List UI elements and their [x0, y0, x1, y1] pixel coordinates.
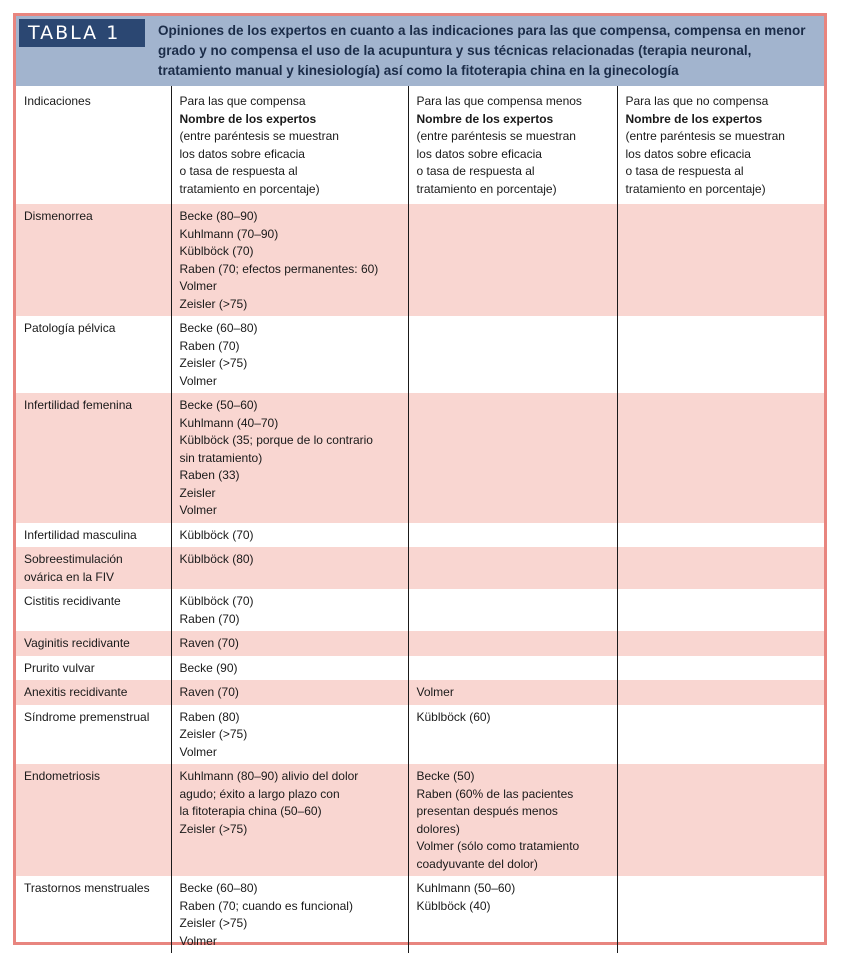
table-row — [16, 656, 824, 681]
cell-line: Endometriosis — [24, 769, 101, 783]
no-compensa-cell — [617, 631, 824, 656]
no-compensa-cell — [617, 656, 824, 681]
column-note: tratamiento en porcentaje) — [179, 181, 320, 196]
column-note: los datos sobre eficacia — [179, 146, 305, 161]
cell-line: Kuhlmann (50–60) — [416, 881, 516, 895]
no-compensa-cell — [617, 316, 824, 393]
cell-line: Síndrome premenstrual — [24, 709, 150, 724]
cell-line: Volmer — [179, 279, 217, 293]
cell-line: Raben (80) — [179, 709, 240, 724]
cell-line: Sobreestimulación — [24, 552, 123, 566]
column-header-compensa — [171, 86, 408, 204]
cell-line: ovárica en la FIV — [24, 569, 115, 584]
column-title: Para las que compensa — [179, 94, 306, 108]
compensa-menos-cell — [408, 876, 617, 953]
column-note: (entre paréntesis se muestran — [416, 129, 576, 143]
indication-cell — [16, 316, 171, 393]
data-table — [16, 86, 824, 953]
cell-line: Volmer — [416, 685, 454, 699]
compensa-menos-cell — [408, 523, 617, 548]
no-compensa-cell — [617, 547, 824, 589]
cell-line: Becke (50–60) — [179, 398, 258, 412]
indication-cell — [16, 547, 171, 589]
cell-line: Küblböck (35; porque de lo contrario — [179, 433, 373, 447]
table-row — [16, 204, 824, 316]
cell-line: Becke (60–80) — [179, 881, 258, 895]
table-row — [16, 393, 824, 523]
indication-cell — [16, 705, 171, 765]
cell-line: Küblböck (60) — [416, 709, 491, 724]
no-compensa-cell — [617, 876, 824, 953]
cell-line: Infertilidad masculina — [24, 527, 137, 542]
column-note: o tasa de respuesta al — [625, 164, 744, 178]
cell-line: Küblböck (70) — [179, 527, 254, 542]
no-compensa-cell — [617, 523, 824, 548]
column-title: Para las que no compensa — [625, 94, 769, 108]
compensa-menos-cell — [408, 631, 617, 656]
cell-line: Volmer — [179, 744, 217, 759]
compensa-menos-cell — [408, 680, 617, 705]
compensa-cell — [171, 316, 408, 393]
no-compensa-cell — [617, 204, 824, 316]
cell-line: Kuhlmann (80–90) alivio del dolor — [179, 769, 359, 783]
cell-line: Raben (70) — [179, 611, 240, 626]
table-title: Opiniones de los expertos en cuanto a las indicaciones para las que compensa, compensa en menor grado y no compensa el uso de la acupuntura y sus técnicas relacionadas (terapia neuronal, tratamiento manual y kinesiología) así como la fitoterapia china en la ginecología — [158, 23, 806, 78]
cell-line: Zeisler — [179, 485, 216, 500]
cell-line: Becke (50) — [416, 769, 475, 783]
table-body — [16, 86, 824, 953]
cell-line: Küblböck (70) — [179, 244, 254, 258]
cell-line: Kuhlmann (40–70) — [179, 415, 279, 430]
cell-line: sin tratamiento) — [179, 450, 263, 465]
indication-cell — [16, 680, 171, 705]
column-note: (entre paréntesis se muestran — [179, 129, 339, 143]
cell-line: la fitoterapia china (50–60) — [179, 804, 322, 818]
cell-line: Volmer (sólo como tratamiento — [416, 839, 580, 853]
compensa-cell — [171, 876, 408, 953]
cell-line: Raven (70) — [179, 685, 239, 699]
column-header-row — [16, 86, 824, 204]
cell-line: Küblböck (40) — [416, 898, 491, 913]
cell-line: Becke (60–80) — [179, 321, 258, 335]
compensa-cell — [171, 393, 408, 523]
compensa-menos-cell — [408, 764, 617, 876]
compensa-menos-cell — [408, 656, 617, 681]
column-note: los datos sobre eficacia — [416, 146, 542, 161]
cell-line: presentan después menos — [416, 804, 558, 818]
indication-cell — [16, 876, 171, 953]
compensa-cell — [171, 764, 408, 876]
no-compensa-cell — [617, 680, 824, 705]
no-compensa-cell — [617, 705, 824, 765]
column-subtitle: Nombre de los expertos — [416, 111, 554, 126]
cell-line: Raben (33) — [179, 468, 240, 482]
cell-line: Volmer — [179, 933, 217, 948]
column-subtitle: Nombre de los expertos — [625, 111, 763, 126]
column-note: los datos sobre eficacia — [625, 146, 751, 161]
compensa-cell — [171, 680, 408, 705]
column-header-no-compensa — [617, 86, 824, 204]
indication-cell — [16, 523, 171, 548]
table-row — [16, 705, 824, 765]
table-row — [16, 631, 824, 656]
column-note: tratamiento en porcentaje) — [416, 181, 557, 196]
cell-line: Kuhlmann (70–90) — [179, 226, 279, 241]
compensa-cell — [171, 204, 408, 316]
compensa-cell — [171, 523, 408, 548]
column-note: tratamiento en porcentaje) — [625, 181, 766, 196]
cell-line: Küblböck (80) — [179, 552, 254, 566]
cell-line: agudo; éxito a largo plazo con — [179, 786, 340, 801]
compensa-cell — [171, 705, 408, 765]
cell-line: Volmer — [179, 503, 217, 517]
table-header-banner — [16, 16, 824, 86]
column-header-indicaciones — [16, 86, 171, 204]
column-title: Para las que compensa menos — [416, 94, 582, 108]
cell-line: Zeisler (>75) — [179, 296, 248, 311]
cell-line: dolores) — [416, 821, 460, 836]
compensa-menos-cell — [408, 393, 617, 523]
compensa-menos-cell — [408, 316, 617, 393]
cell-line: Raben (70; efectos permanentes: 60) — [179, 261, 379, 276]
table-row — [16, 316, 824, 393]
cell-line: Infertilidad femenina — [24, 398, 133, 412]
cell-line: Prurito vulvar — [24, 660, 95, 675]
indication-cell — [16, 656, 171, 681]
cell-line: Cistitis recidivante — [24, 594, 121, 608]
cell-line: Anexitis recidivante — [24, 685, 128, 699]
compensa-cell — [171, 547, 408, 589]
column-header-compensa-menos — [408, 86, 617, 204]
cell-line: Dismenorrea — [24, 209, 93, 223]
indication-cell — [16, 393, 171, 523]
cell-line: Küblböck (70) — [179, 594, 254, 608]
compensa-cell — [171, 656, 408, 681]
indication-cell — [16, 589, 171, 631]
compensa-cell — [171, 589, 408, 631]
cell-line: coadyuvante del dolor) — [416, 856, 538, 871]
cell-line: Zeisler (>75) — [179, 821, 248, 836]
cell-line: Becke (80–90) — [179, 209, 258, 223]
column-note: o tasa de respuesta al — [416, 164, 535, 178]
cell-line: Raben (60% de las pacientes — [416, 786, 574, 801]
compensa-menos-cell — [408, 589, 617, 631]
cell-line: Zeisler (>75) — [179, 727, 248, 741]
table-row — [16, 547, 824, 589]
column-subtitle: Nombre de los expertos — [179, 111, 317, 126]
indication-cell — [16, 764, 171, 876]
cell-line: Volmer — [179, 373, 217, 388]
no-compensa-cell — [617, 589, 824, 631]
cell-line: Raben (70) — [179, 338, 240, 353]
column-title: Indicaciones — [24, 94, 91, 108]
cell-line: Patología pélvica — [24, 321, 116, 335]
table-row — [16, 764, 824, 876]
indication-cell — [16, 631, 171, 656]
column-note: o tasa de respuesta al — [179, 164, 298, 178]
no-compensa-cell — [617, 764, 824, 876]
cell-line: Raven (70) — [179, 636, 239, 650]
cell-line: Vaginitis recidivante — [24, 636, 130, 650]
table-row — [16, 523, 824, 548]
cell-line: Trastornos menstruales — [24, 881, 150, 895]
no-compensa-cell — [617, 393, 824, 523]
cell-line: Raben (70; cuando es funcional) — [179, 898, 353, 913]
indication-cell — [16, 204, 171, 316]
compensa-menos-cell — [408, 705, 617, 765]
compensa-menos-cell — [408, 547, 617, 589]
compensa-menos-cell — [408, 204, 617, 316]
cell-line: Becke (90) — [179, 660, 238, 675]
table-frame — [13, 13, 827, 948]
compensa-cell — [171, 631, 408, 656]
column-note: (entre paréntesis se muestran — [625, 129, 785, 143]
cell-line: Zeisler (>75) — [179, 356, 248, 370]
table-row — [16, 680, 824, 705]
table-row — [16, 589, 824, 631]
cell-line: Zeisler (>75) — [179, 916, 248, 930]
table-number-tag: TABLA 1 — [19, 19, 145, 47]
table-row — [16, 876, 824, 953]
